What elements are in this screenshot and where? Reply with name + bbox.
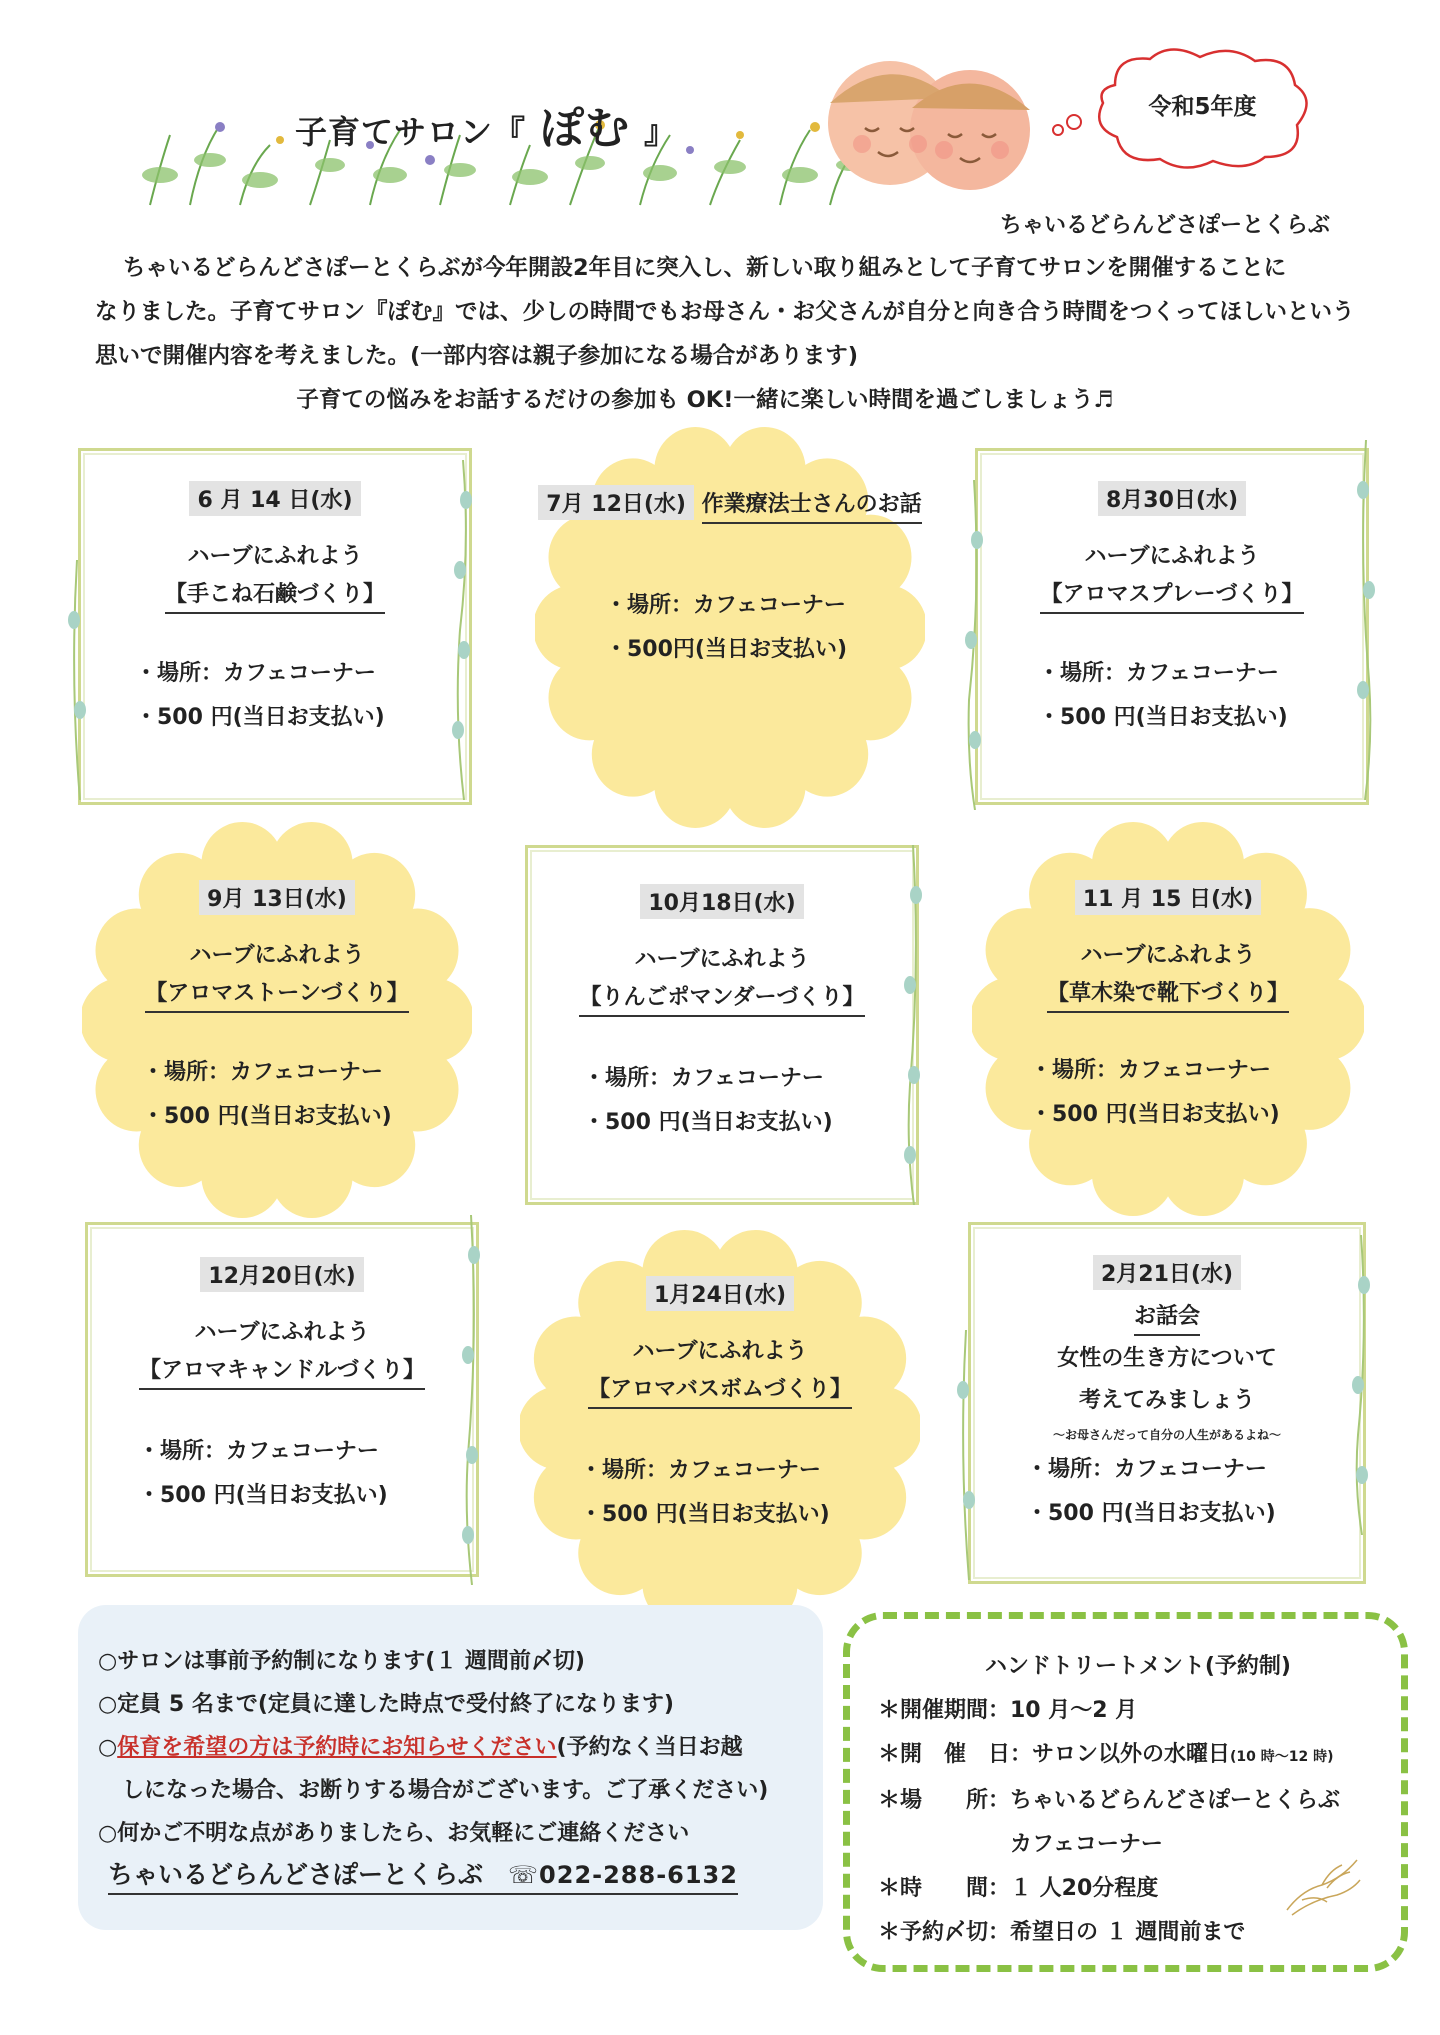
session-activity: 【草木染で靴下づくり】: [1047, 977, 1289, 1013]
contact-line: [98, 1855, 818, 1898]
treatment-period: ＊開催期間：10 月～2 月: [878, 1698, 1138, 1723]
children-faces-illustration: [820, 48, 1050, 198]
session-place: ・場所：カフェコーナー: [583, 1066, 824, 1091]
session-date: 7月 12日(水): [538, 485, 694, 520]
vine-decoration: [460, 1215, 482, 1585]
session-date: 6 月 14 日(水): [189, 481, 360, 516]
session-fee: ・500円(当日お支払い): [605, 637, 848, 662]
session-card-october: [525, 845, 919, 1205]
vine-decoration: [1350, 1235, 1372, 1535]
hand-treatment-title: ハンドトリートメント(予約制): [985, 1654, 1291, 1679]
session-date: 2月21日(水): [1093, 1255, 1241, 1290]
treatment-time: ＊時 間：１ 人20分程度: [878, 1876, 1159, 1901]
note-line: ○サロンは事前予約制になります(１ 週間前〆切): [98, 1649, 585, 1674]
session-place: ・場所：カフェコーナー: [1026, 1457, 1267, 1482]
session-activity: 【アロマストーンづくり】: [145, 977, 409, 1013]
salon-name: ぽむ: [540, 103, 631, 154]
session-theme: 考えてみましょう: [1078, 1388, 1255, 1413]
session-activity: 【手こね石鹸づくり】: [165, 578, 385, 614]
session-date: 10月18日(水): [640, 884, 803, 919]
session-theme: ハーブにふれよう: [187, 544, 363, 569]
note-line: ○何かご不明な点がありましたら、お気軽にご連絡ください: [98, 1821, 690, 1846]
hands-illustration: [1282, 1840, 1362, 1920]
notes-text: [98, 1640, 818, 1898]
session-fee: ・500 円(当日お支払い): [583, 1110, 833, 1135]
session-date: 8月30日(水): [1098, 481, 1246, 516]
note-line: しになった場合、お断りする場合がございます。ご了承ください): [122, 1778, 769, 1803]
session-place: ・場所：カフェコーナー: [1030, 1058, 1271, 1083]
session-theme: ハーブにふれよう: [1080, 943, 1256, 968]
organization-name: ちゃいるどらんどさぽーとくらぶ: [1000, 213, 1331, 238]
session-theme: ハーブにふれよう: [632, 1339, 808, 1364]
session-fee: ・500 円(当日お支払い): [580, 1502, 830, 1527]
session-activity: 【アロマキャンドルづくり】: [139, 1354, 425, 1390]
session-activity: 作業療法士さんのお話: [702, 488, 922, 524]
session-date: 9月 13日(水): [199, 880, 355, 915]
session-fee: ・500 円(当日お支払い): [138, 1483, 388, 1508]
session-theme: ハーブにふれよう: [634, 947, 810, 972]
treatment-days: ＊開 催 日：サロン以外の水曜日(10 時～12 時): [878, 1742, 1334, 1767]
session-talk-title: お話会: [971, 1296, 1363, 1338]
session-card-june: [78, 448, 472, 805]
session-activity: 【アロマバスボムづくり】: [588, 1373, 852, 1409]
session-card-september: [82, 820, 472, 1220]
vine-decoration: [963, 480, 985, 810]
intro-line: 子育ての悩みをお話するだけの参加も OK!一緒に楽しい時間を過ごしましょう♬: [296, 387, 1114, 413]
page-title: 子育てサロン『 ぽむ 』: [295, 103, 678, 154]
session-theme: ハーブにふれよう: [189, 943, 365, 968]
session-activity: 【アロマスプレーづくり】: [1040, 578, 1303, 614]
session-card-november: [972, 820, 1364, 1218]
vine-decoration: [902, 845, 924, 1205]
treatment-deadline: ＊予約〆切：希望日の １ 週間前まで: [878, 1920, 1246, 1945]
phone-number[interactable]: ☏022-288-6132: [508, 1861, 738, 1889]
intro-line: なりました。子育てサロン『ぽむ』では、少しの時間でもお母さん・お父さんが自分と向き合う時間をつくってほしいという: [95, 299, 1355, 325]
session-place: ・場所：カフェコーナー: [580, 1458, 821, 1483]
session-date: 12月20日(水): [200, 1257, 363, 1292]
session-theme: 女性の生き方について: [1057, 1346, 1277, 1371]
vine-decoration: [66, 560, 88, 800]
session-fee: ・500 円(当日お支払い): [135, 705, 385, 730]
thought-dots: [1050, 110, 1090, 140]
session-place: ・場所：カフェコーナー: [1038, 661, 1279, 686]
session-place: ・場所：カフェコーナー: [605, 593, 846, 618]
session-date: 11 月 15 日(水): [1075, 880, 1261, 915]
intro-text: [95, 246, 1355, 422]
vine-decoration: [1355, 440, 1377, 800]
session-fee: ・500 円(当日お支払い): [1038, 705, 1288, 730]
vine-decoration: [955, 1330, 977, 1580]
session-card-february: [968, 1222, 1366, 1584]
session-fee: ・500 円(当日お支払い): [1030, 1102, 1280, 1127]
intro-line: 思いで開催内容を考えました。(一部内容は親子参加になる場合があります): [95, 343, 859, 369]
session-place: ・場所：カフェコーナー: [138, 1439, 379, 1464]
session-fee: ・500 円(当日お支払い): [1026, 1501, 1276, 1526]
childcare-notice: 保育を希望の方は予約時にお知らせください: [117, 1735, 557, 1760]
session-note: ～お母さんだって自分の人生があるよね～: [1052, 1428, 1281, 1442]
intro-line: ちゃいるどらんどさぽーとくらぶが今年開設2年目に突入し、新しい取り組みとして子育てサロンを開催することに: [123, 255, 1287, 281]
note-line: ○保育を希望の方は予約時にお知らせください(予約なく当日お越: [98, 1735, 743, 1760]
session-card-january: [520, 1228, 920, 1628]
vine-decoration: [452, 460, 474, 800]
treatment-place: ＊場 所：ちゃいるどらんどさぽーとくらぶ: [878, 1788, 1341, 1813]
session-theme: ハーブにふれよう: [194, 1320, 370, 1345]
session-fee: ・500 円(当日お支払い): [142, 1104, 392, 1129]
treatment-place-detail: カフェコーナー: [1010, 1832, 1163, 1857]
session-activity: 【りんごポマンダーづくり】: [579, 981, 864, 1017]
session-theme: ハーブにふれよう: [1084, 544, 1260, 569]
session-card-december: [85, 1222, 479, 1577]
session-card-august: [975, 448, 1369, 805]
session-place: ・場所：カフェコーナー: [135, 661, 376, 686]
contact-name: ちゃいるどらんどさぽーとくらぶ ☏022-288-6132: [108, 1857, 738, 1895]
session-date: 1月24日(水): [646, 1276, 794, 1311]
session-card-july: [535, 425, 925, 830]
note-line: ○定員 5 名まで(定員に達した時点で受付終了になります): [98, 1692, 674, 1717]
session-place: ・場所：カフェコーナー: [142, 1060, 383, 1085]
fiscal-year-label: 令和5年度: [1148, 94, 1257, 120]
